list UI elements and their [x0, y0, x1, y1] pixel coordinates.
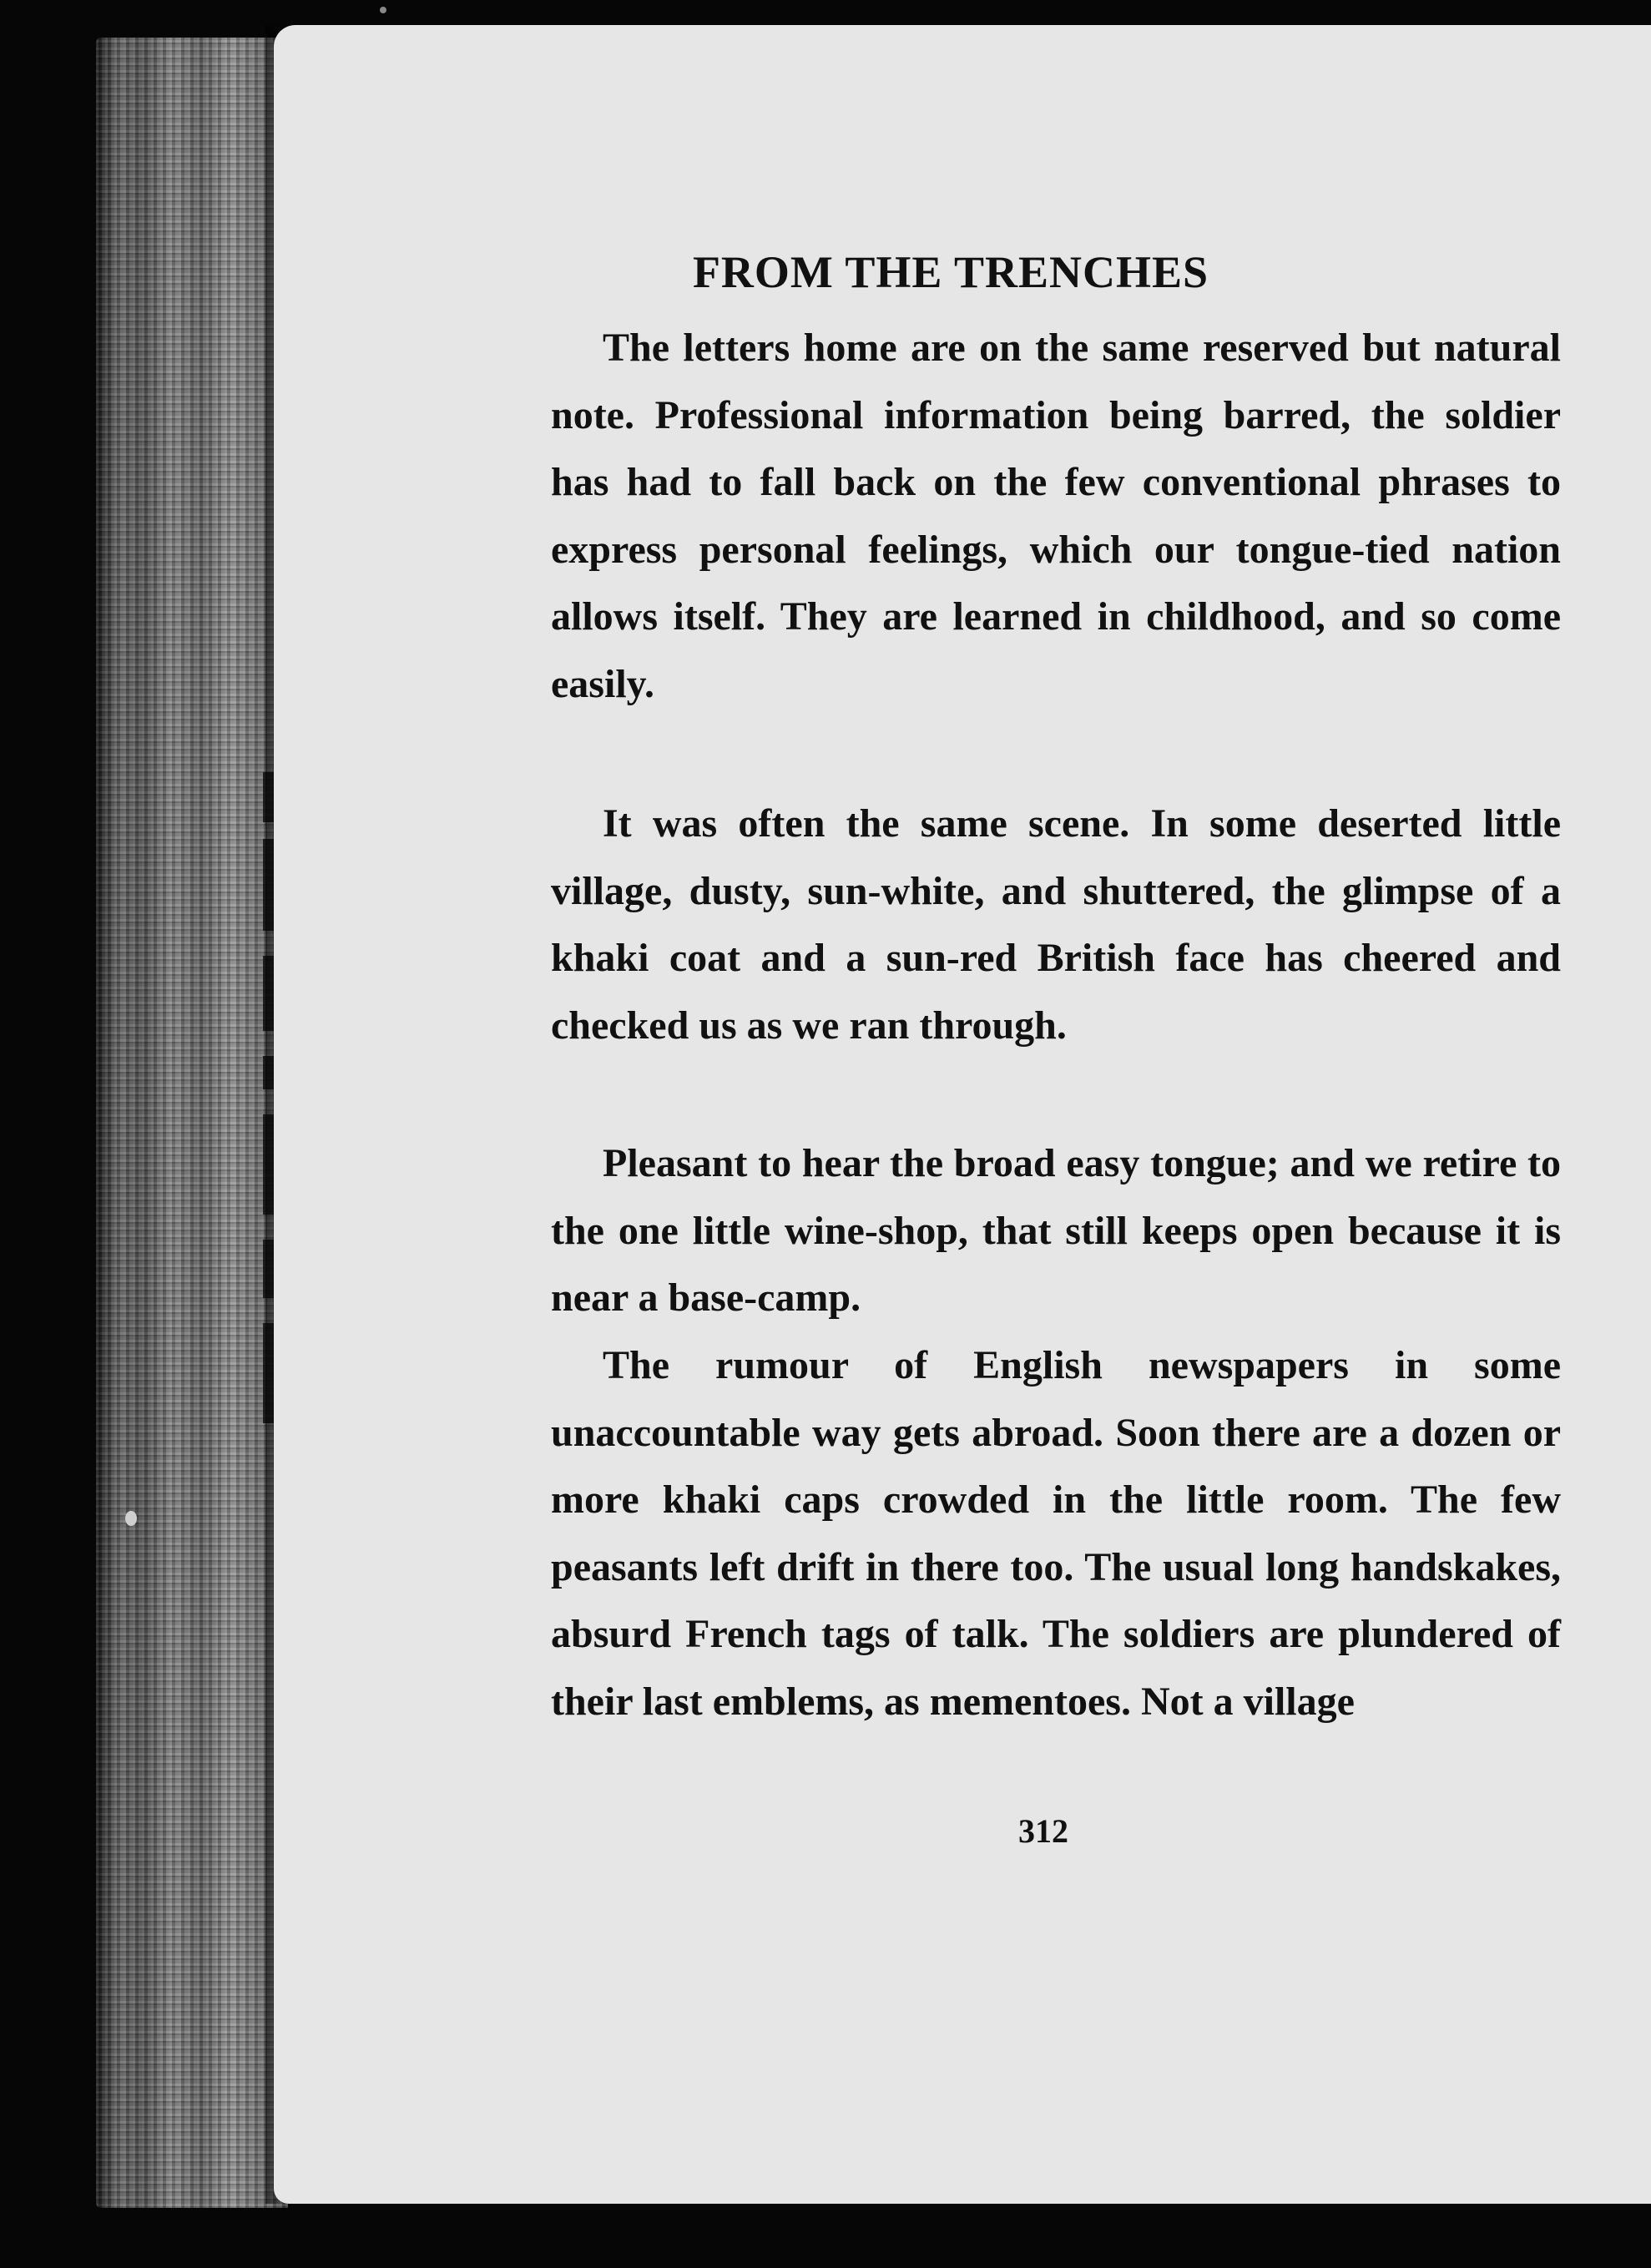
body-paragraph: [551, 1130, 1561, 1332]
body-paragraph: [551, 1332, 1561, 1735]
page-number: 312: [1018, 1812, 1068, 1850]
running-head: FROM THE TRENCHES: [692, 247, 1209, 297]
body-paragraph: [551, 791, 1561, 1059]
scan-speck: [125, 1511, 137, 1526]
body-paragraph: [551, 315, 1561, 718]
paragraph-text: Pleasant to hear the broad easy tongue; and we retire to the one little wine-shop, that still keeps open because it is near a base-camp.: [551, 1141, 1561, 1320]
book-spine: [96, 38, 288, 2208]
scan-speck: [380, 7, 386, 13]
paragraph-text: It was often the same scene. In some deserted little village, dusty, sun-white, and shuttered, the glimpse of a khaki coat and a sun-red British face has cheered and checked us as we ran through.: [551, 801, 1561, 1048]
paragraph-text: The letters home are on the same reserved but natural note. Professional information being barred, the soldier has had to fall back on the few conventional phrases to express personal feelings, which our tongue-tied nation allows itself. They are learned in childhood, and so come easily.: [551, 326, 1561, 706]
paragraph-text: The rumour of English newspapers in some unaccountable way gets abroad. Soon there are a dozen or more khaki caps crowded in the little room. The few peasants left drift in there too. The usual long handskakes, absurd French tags of talk. The soldiers are plundered of their last emblems, as mementoes. Not a village: [551, 1343, 1561, 1724]
